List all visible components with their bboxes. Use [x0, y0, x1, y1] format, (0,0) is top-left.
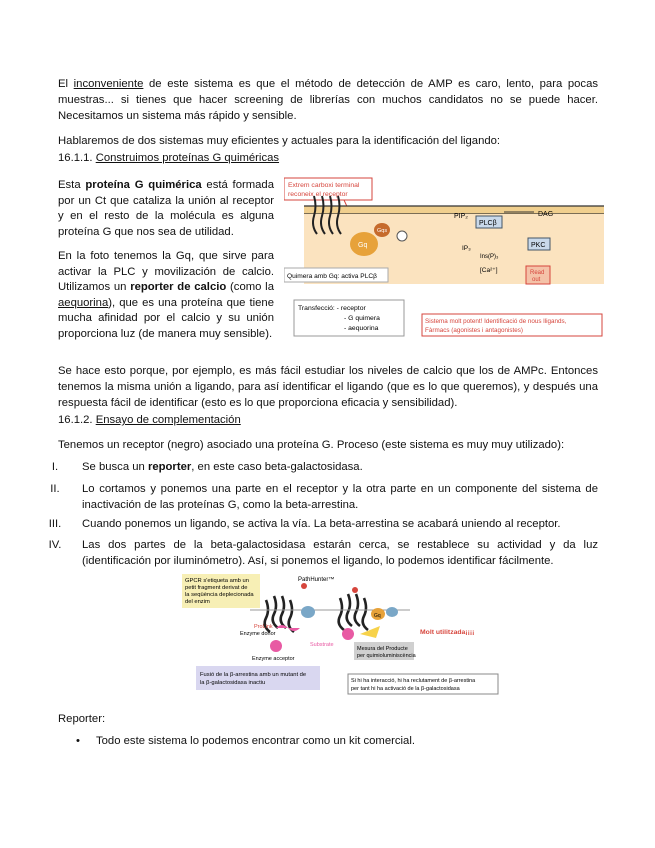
chimeric-g-protein-figure: [284, 176, 606, 338]
ligand: [352, 587, 358, 593]
text: Se busca un: [82, 461, 148, 473]
enzyme-acceptor-text: Enzyme acceptor: [252, 656, 295, 662]
section-heading-2: [58, 412, 241, 428]
list-item: Lo cortamos y ponemos una parte en el receptor y la otra parte en un componente del sistema de inactivación de las proteínas G, como la beta-arrestina.: [82, 483, 598, 511]
plcb-text: PLCβ: [479, 220, 497, 227]
intro-text: El: [58, 78, 74, 90]
ligand: [301, 583, 307, 589]
transfection-3: - aequorina: [344, 325, 379, 332]
mesura-text-2: per quimioluminiscència: [357, 653, 416, 659]
bold-term: proteína G quimérica: [85, 179, 202, 191]
text: está formada por un Ct que cataliza la unión al receptor y en el resto de la molécula es alguna proteína G que nos sea de utilidad.: [58, 179, 274, 238]
bullet-glyph: •: [76, 735, 80, 747]
carboxi-label-1: Extrem carboxi terminal: [288, 182, 360, 189]
list-item: [82, 459, 598, 475]
transfection-2: - G quimera: [344, 315, 380, 322]
paragraph-four: Tenemos un receptor (negro) asociado una proteína G. Proceso (este sistema es muy muy utilizado):: [58, 439, 565, 451]
interaccio-text-2: per tant hi ha activació de la β-galactosidasa: [351, 686, 460, 692]
bold-term: reporter de calcio: [130, 281, 227, 293]
intro-underlined: inconveniente: [73, 78, 144, 90]
transfection-1: Transfecció: - receptor: [298, 305, 366, 312]
gpcr-note-3: la seqüència deplecionada: [185, 592, 254, 598]
gqs-text: Gqs: [377, 228, 388, 234]
pkc-text: PKC: [531, 242, 546, 249]
text: Esta: [58, 179, 86, 191]
list-item: Las dos partes de la beta-galactosidasa estarán cerca, se restablece su actividad y da luz (identificación por iluminómetro). Así, si ponemos el ligando, lo podemos identificar fácilmente.: [82, 539, 598, 567]
text: ), que es una proteína que tiene mucha afinidad por el calcio y su unión proporciona luz (de manera muy sensible).: [58, 296, 274, 340]
interaccio-text-1: Si hi ha interacció, hi ha reclutament de β-arrestina: [351, 678, 476, 684]
mesura-text-1: Mesura del Producte: [357, 646, 408, 652]
fusio-text-2: la β-galactosidasa inactiu: [200, 680, 266, 686]
section-title: Construimos proteínas G quiméricas: [95, 152, 280, 164]
paragraph-three: Se hace esto porque, por ejemplo, es más fácil estudiar los niveles de calcio que los de AMPc. Entonces tenemos la misma unión a ligando, para así identificar el ligando (que es lo que queremos), y después una respuesta fácil de identificar (esto es lo que proporciona eficacia y sensibilidad).: [58, 365, 598, 409]
pip2-text: PIP₂: [454, 213, 468, 220]
underlined-term: aequorina: [58, 296, 109, 309]
ip3-text: IP₃: [462, 245, 471, 252]
reporter-label: Reporter:: [58, 713, 106, 725]
complementation-assay-figure: [180, 572, 506, 696]
list-number: IV.: [48, 539, 62, 551]
bullet-item: [76, 733, 415, 749]
section-number: 16.1.2.: [58, 414, 96, 426]
intro-paragraph: [58, 76, 598, 124]
gq-paragraph: [58, 249, 274, 342]
bullet-text: Todo este sistema lo podemos encontrar como un kit comercial.: [96, 735, 415, 747]
section-heading-1: [58, 150, 279, 166]
dag-text: DAG: [538, 211, 554, 218]
list-number: II.: [50, 483, 60, 495]
potent-text-2: Fàrmacs (agonistes i antagonistes): [425, 327, 523, 334]
substrate-text: Substrate: [310, 642, 334, 648]
g-protein: [301, 606, 315, 618]
readout-text-1: Read: [530, 270, 545, 276]
g-dot: [397, 231, 407, 241]
paragraph-two: Hablaremos de dos sistemas muy eficientes y actuales para la identificación del ligando:: [58, 135, 501, 147]
intro-text-rest: de este sistema es que el método de detección de AMP es caro, lento, para pocas muestras... si tienes que hacer screening de librerías con muchos candidatos no se puede hacer. Necesitamos un sistema más rápido y sensible.: [58, 78, 599, 122]
prolink-text: ProLink: [254, 624, 273, 630]
fusio-box: [196, 666, 320, 690]
readout-text-2: out: [532, 277, 541, 283]
light-burst: [360, 626, 380, 638]
carboxi-label-2: reconeix el receptor: [288, 191, 348, 198]
list-number: III.: [48, 518, 62, 530]
receptor-2: [339, 594, 368, 630]
text: En la foto tenemos la Gq, que sirve para activar la PLC y movilización de calcio. Utilizamos un: [58, 250, 274, 293]
molt-utilitzada-text: Molt utilitzada¡¡¡¡: [420, 629, 475, 636]
list-item: Cuando ponemos un ligando, se activa la vía. La beta-arrestina se acabará uniendo al receptor.: [82, 518, 561, 530]
gq-text: Gq: [358, 242, 368, 249]
chimeric-paragraph: [58, 178, 274, 240]
bold-term: reporter: [147, 461, 192, 473]
gq-label: Quimera amb Gq: activa PLCβ: [287, 273, 377, 280]
section-title: Ensayo de complementación: [95, 414, 241, 426]
enzyme-acceptor: [270, 640, 282, 652]
complemented-enzyme: [342, 628, 354, 640]
calcium-text: [Ca²⁺]: [480, 267, 498, 274]
list-number: I.: [51, 461, 59, 473]
gpcr-note-4: del enzim: [185, 599, 210, 605]
enzyme-donor-text: Enzyme donor: [240, 631, 276, 637]
section-number: 16.1.1.: [58, 152, 96, 164]
gpcr-note-1: GPCR s'etiqueta amb un: [185, 578, 249, 584]
fusio-text-1: Fusió de la β-arrestina amb un mutant de: [200, 672, 307, 678]
text: (como la: [226, 281, 274, 293]
gq-text: Gq: [374, 613, 381, 619]
g-protein-2: [386, 607, 398, 617]
gpcr-note-2: petit fragment derivat de: [185, 585, 248, 591]
pathhunter-text: PathHunter™: [298, 577, 335, 583]
ins-text: Ins(P)₃: [480, 254, 499, 260]
text: , en este caso beta-galactosidasa.: [191, 461, 363, 473]
potent-text-1: Sistema molt potent! Identificació de nous lligands,: [425, 318, 567, 325]
